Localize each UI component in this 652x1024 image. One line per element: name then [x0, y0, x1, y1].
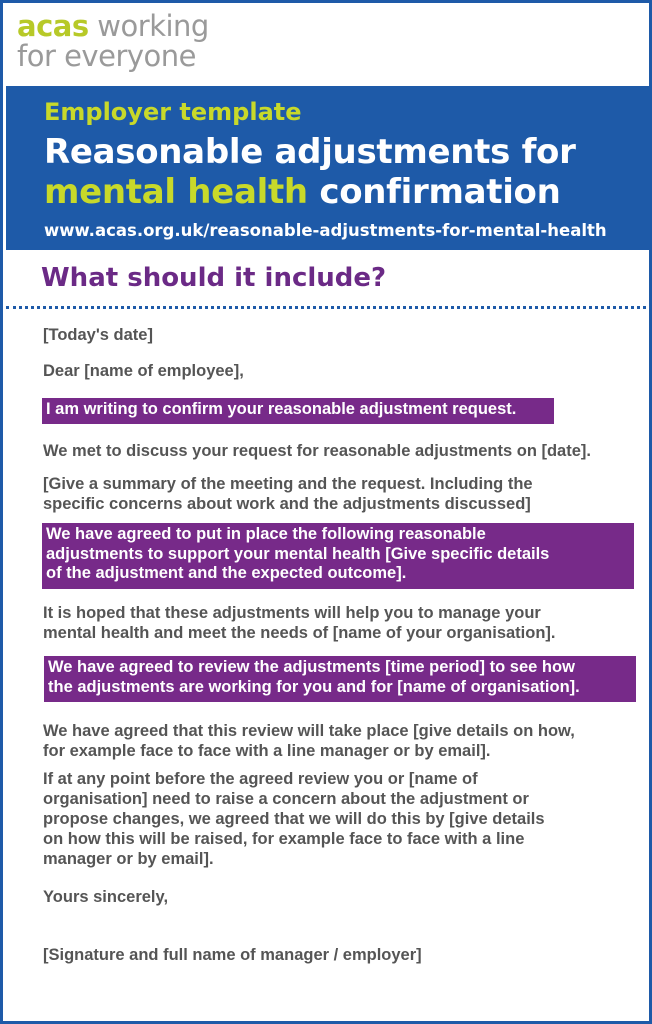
letter-signature: [Signature and full name of manager / employer] — [43, 946, 422, 964]
title-banner — [6, 86, 652, 250]
place-line-1: We have agreed that this review will take place [give details on how, — [43, 722, 575, 740]
concern-line-5: manager or by email]. — [43, 850, 214, 868]
review-line-1: We have agreed to review the adjustments [time period] to see how — [48, 658, 575, 676]
letter-met: We met to discuss your request for reasonable adjustments on [date]. — [43, 442, 591, 460]
highlight-confirm — [42, 398, 554, 424]
letter-signoff: Yours sincerely, — [43, 888, 169, 906]
place-line-2: for example face to face with a line manager or by email]. — [43, 742, 491, 760]
letter-place — [43, 721, 633, 761]
summary-line-2: specific concerns about work and the adjustments discussed] — [43, 495, 531, 513]
logo-brand: acas — [17, 9, 89, 43]
highlight-review — [44, 656, 636, 702]
concern-line-2: organisation] need to raise a concern about the adjustment or — [43, 790, 529, 808]
banner-title-highlight: mental health — [44, 172, 308, 212]
agreed-line-2: adjustments to support your mental health [Give specific details — [46, 544, 550, 563]
concern-line-1: If at any point before the agreed review you or [name of — [43, 770, 478, 788]
summary-line-1: [Give a summary of the meeting and the request. Including the — [43, 475, 533, 493]
letter-hoped — [43, 603, 633, 643]
letter-greeting: Dear [name of employee], — [43, 362, 244, 380]
confirm-text: I am writing to confirm your reasonable adjustment request. — [46, 400, 517, 418]
banner-title-line2 — [44, 172, 576, 212]
hoped-line-2: mental health and meet the needs of [name of your organisation]. — [43, 624, 556, 642]
banner-title-rest: confirmation — [307, 172, 561, 212]
letter-summary — [43, 474, 633, 514]
banner-title — [44, 132, 576, 212]
agreed-line-3: of the adjustment and the expected outcome]. — [46, 564, 407, 582]
banner-subtitle: Employer template — [44, 98, 302, 126]
review-line-2: the adjustments are working for you and for [name of organisation]. — [48, 677, 580, 696]
banner-title-line1: Reasonable adjustments for — [44, 132, 576, 172]
dotted-divider — [6, 306, 652, 309]
agreed-line-1: We have agreed to put in place the following reasonable — [46, 525, 486, 543]
acas-logo — [17, 11, 209, 71]
logo-tagline-1: working — [88, 9, 209, 43]
letter-date: [Today's date] — [43, 326, 153, 344]
hoped-line-1: It is hoped that these adjustments will help you to manage your — [43, 604, 541, 622]
concern-line-4: on how this will be raised, for example face to face with a line — [43, 830, 525, 848]
highlight-agreed — [42, 523, 634, 589]
letter-concern — [43, 769, 633, 869]
logo-tagline-2: for everyone — [17, 39, 196, 73]
concern-line-3: propose changes, we agreed that we will do this by [give details — [43, 810, 545, 828]
section-heading: What should it include? — [41, 263, 387, 293]
banner-url-link[interactable]: www.acas.org.uk/reasonable-adjustments-for-mental-health — [44, 221, 607, 240]
